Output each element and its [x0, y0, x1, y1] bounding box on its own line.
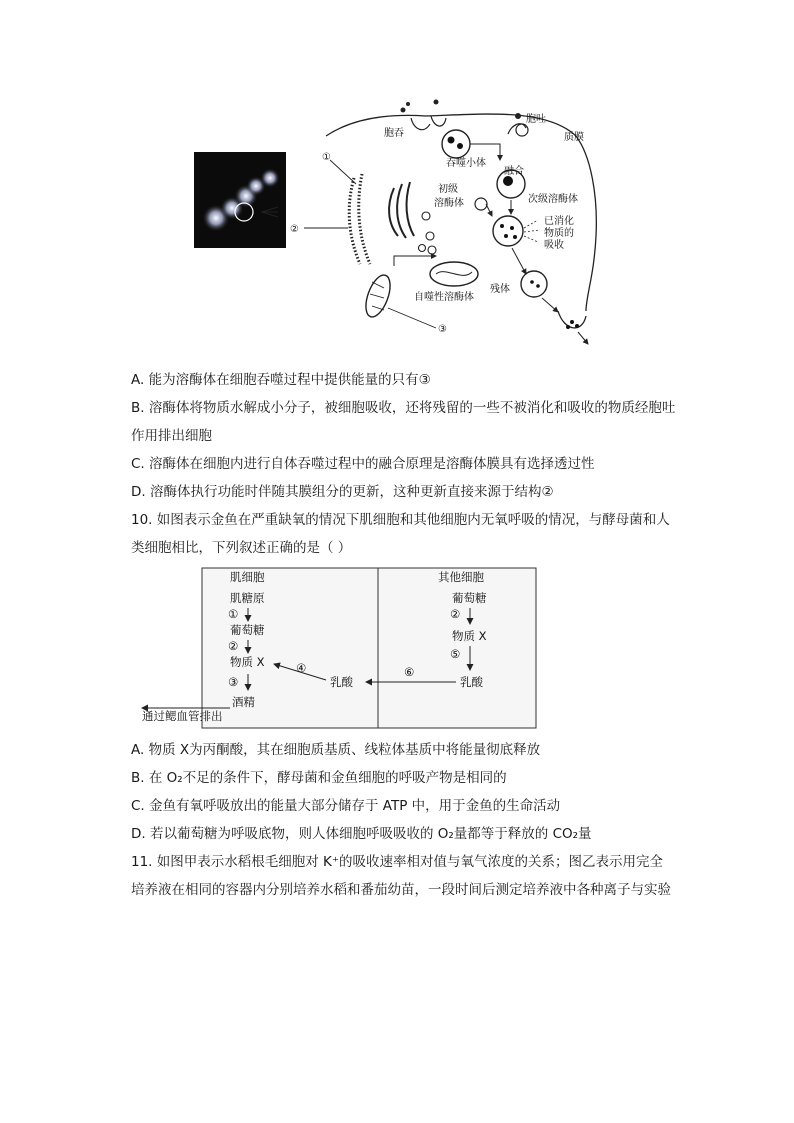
node-jitangyuan: 肌糖原: [230, 591, 265, 605]
q11-stem-line1: 11. 如图甲表示水稻根毛细胞对 K⁺的吸收速率相对值与氧气浓度的关系；图乙表示用完全: [131, 854, 664, 870]
q10-stem-line1: 10. 如图表示金鱼在严重缺氧的情况下肌细胞和其他细胞内无氧呼吸的情况，与酵母菌和人: [131, 512, 670, 528]
step-4: ④: [296, 661, 307, 675]
label-ciji: 次级溶酶体: [528, 194, 578, 205]
node-jiujing: 酒精: [232, 695, 255, 709]
step-6: ⑥: [404, 665, 415, 679]
label-baocun: 胞吞: [384, 128, 404, 139]
label-c3: ③: [438, 324, 447, 335]
micrograph: [194, 152, 286, 248]
q10-option-c: C. 金鱼有氧呼吸放出的能量大部分储存于 ATP 中，用于金鱼的生命活动: [131, 798, 561, 814]
node-putaotang-right: 葡萄糖: [452, 591, 487, 605]
label-paichu: 通过鳃血管排出: [142, 709, 223, 723]
q9-option-c: C. 溶酶体在细胞内进行自体吞噬过程中的融合原理是溶酶体膜具有选择透过性: [131, 456, 595, 472]
node-wuzhix-right: 物质 X: [452, 629, 487, 643]
label-xishou: 吸收: [544, 240, 564, 251]
q10-option-b: B. 在 O₂不足的条件下，酵母菌和金鱼细胞的呼吸产物是相同的: [131, 770, 507, 786]
label-tunshi: 吞噬小体: [446, 158, 486, 169]
step-1: ①: [228, 607, 239, 621]
label-yixiaohua: 已消化: [544, 216, 574, 227]
respiration-diagram: [134, 566, 538, 730]
node-rusuan: 乳酸: [330, 675, 353, 689]
label-rongmeiti: 溶酶体: [434, 198, 464, 209]
step-2: ②: [228, 639, 239, 653]
label-c2: ②: [290, 224, 299, 235]
q9-option-b: B. 溶酶体将物质水解成小分子，被细胞吸收，还将残留的一些不被消化和吸收的物质经胞吐: [131, 400, 676, 416]
q9-option-b-cont: 作用排出细胞: [131, 428, 212, 444]
label-baotu: 胞吐: [526, 114, 546, 125]
label-ronghe: 融合: [504, 166, 524, 177]
node-rusuan-right: 乳酸: [460, 675, 483, 689]
lysosome-diagram: [286, 96, 626, 346]
micrograph-image: [194, 152, 286, 248]
label-zhimo: 质膜: [564, 132, 584, 143]
node-putaotang: 葡萄糖: [230, 623, 265, 637]
label-zishi: 自噬性溶酶体: [414, 292, 474, 303]
step-3: ③: [228, 675, 239, 689]
label-chuji: 初级: [438, 184, 458, 195]
step-2b: ②: [450, 607, 461, 621]
q9-option-d: D. 溶酶体执行功能时伴随其膜组分的更新，这种更新直接来源于结构②: [131, 484, 554, 500]
label-wuzhi: 物质的: [544, 228, 574, 239]
q10-option-a: A. 物质 X为丙酮酸，其在细胞质基质、线粒体基质中将能量彻底释放: [131, 742, 541, 758]
label-c1: ①: [322, 152, 331, 163]
q10-option-d: D. 若以葡萄糖为呼吸底物，则人体细胞呼吸吸收的 O₂量都等于释放的 CO₂量: [131, 826, 592, 842]
q9-option-a: A. 能为溶酶体在细胞吞噬过程中提供能量的只有③: [131, 372, 431, 388]
q11-stem-line2: 培养液在相同的容器内分别培养水稻和番茄幼苗，一段时间后测定培养液中各种离子与实验: [131, 882, 671, 898]
title-other-cells: 其他细胞: [438, 570, 484, 584]
q10-stem-line2: 类细胞相比，下列叙述正确的是（ ）: [131, 540, 352, 556]
label-canti: 残体: [490, 284, 510, 295]
title-muscle-cell: 肌细胞: [230, 570, 265, 584]
step-5: ⑤: [450, 647, 461, 661]
node-wuzhix: 物质 X: [230, 655, 265, 669]
